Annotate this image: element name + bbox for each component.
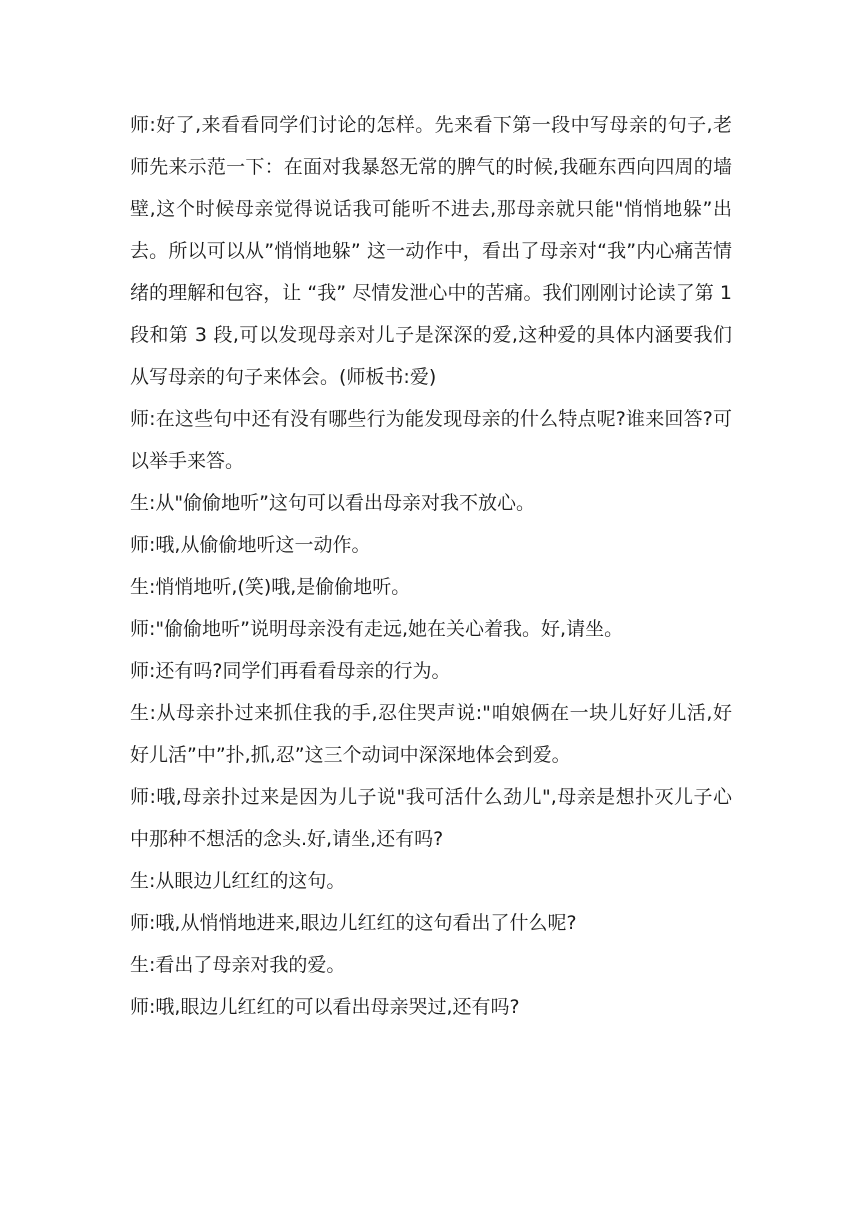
paragraph-teacher-response: 师:"偷偷地听”说明母亲没有走远,她在关心着我。好,请坐。 [130, 618, 624, 640]
paragraph-teacher-response: 师:哦,从偷偷地听这一动作。 [130, 534, 371, 556]
paragraph-student-answer: 生:从眼边儿红红的这句。 [130, 870, 346, 892]
paragraph-teacher-response: 师:哦,母亲扑过来是因为儿子说"我可活什么劲儿",母亲是想扑灭儿子心中那种不想活的念头.好,请坐,还有吗? [130, 786, 732, 850]
paragraph-student-answer: 生:看出了母亲对我的爱。 [130, 954, 346, 976]
document-body [130, 104, 732, 1028]
paragraph-student-answer: 生:悄悄地听,(笑)哦,是偷偷地听。 [130, 576, 411, 598]
paragraph-teacher-question: 师:还有吗?同学们再看看母亲的行为。 [130, 660, 451, 682]
paragraph-teacher-question: 师:哦,从悄悄地进来,眼边儿红红的这句看出了什么呢? [130, 912, 577, 934]
paragraph-teacher-intro: 师:好了,来看看同学们讨论的怎样。先来看下第一段中写母亲的句子,老师先来示范一下：在面对我暴怒无常的脾气的时候,我砸东西向四周的墙壁,这个时候母亲觉得说话我可能听不进去,那母亲就只能"悄悄地躲”出去。所以可以从”悄悄地躲” 这一动作中，看出了母亲对“我”内心痛苦情绪的理解和包容，让 “我” 尽情发泄心中的苦痛。我们刚刚讨论读了第 1 段和第 3 段,可以发现母亲对儿子是深深的爱,这种爱的具体内涵要我们从写母亲的句子来体会。(师板书:爱) [130, 114, 732, 388]
paragraph-student-answer: 生:从"偷偷地听”这句可以看出母亲对我不放心。 [130, 492, 535, 514]
paragraph-teacher-question: 师:在这些句中还有没有哪些行为能发现母亲的什么特点呢?谁来回答?可以举手来答。 [130, 408, 732, 472]
paragraph-student-answer: 生:从母亲扑过来抓住我的手,忍住哭声说:"咱娘俩在一块儿好好儿活,好好儿活”中”扑,抓,忍”这三个动词中深深地体会到爱。 [130, 702, 732, 766]
paragraph-teacher-response: 师:哦,眼边儿红红的可以看出母亲哭过,还有吗? [130, 996, 520, 1018]
